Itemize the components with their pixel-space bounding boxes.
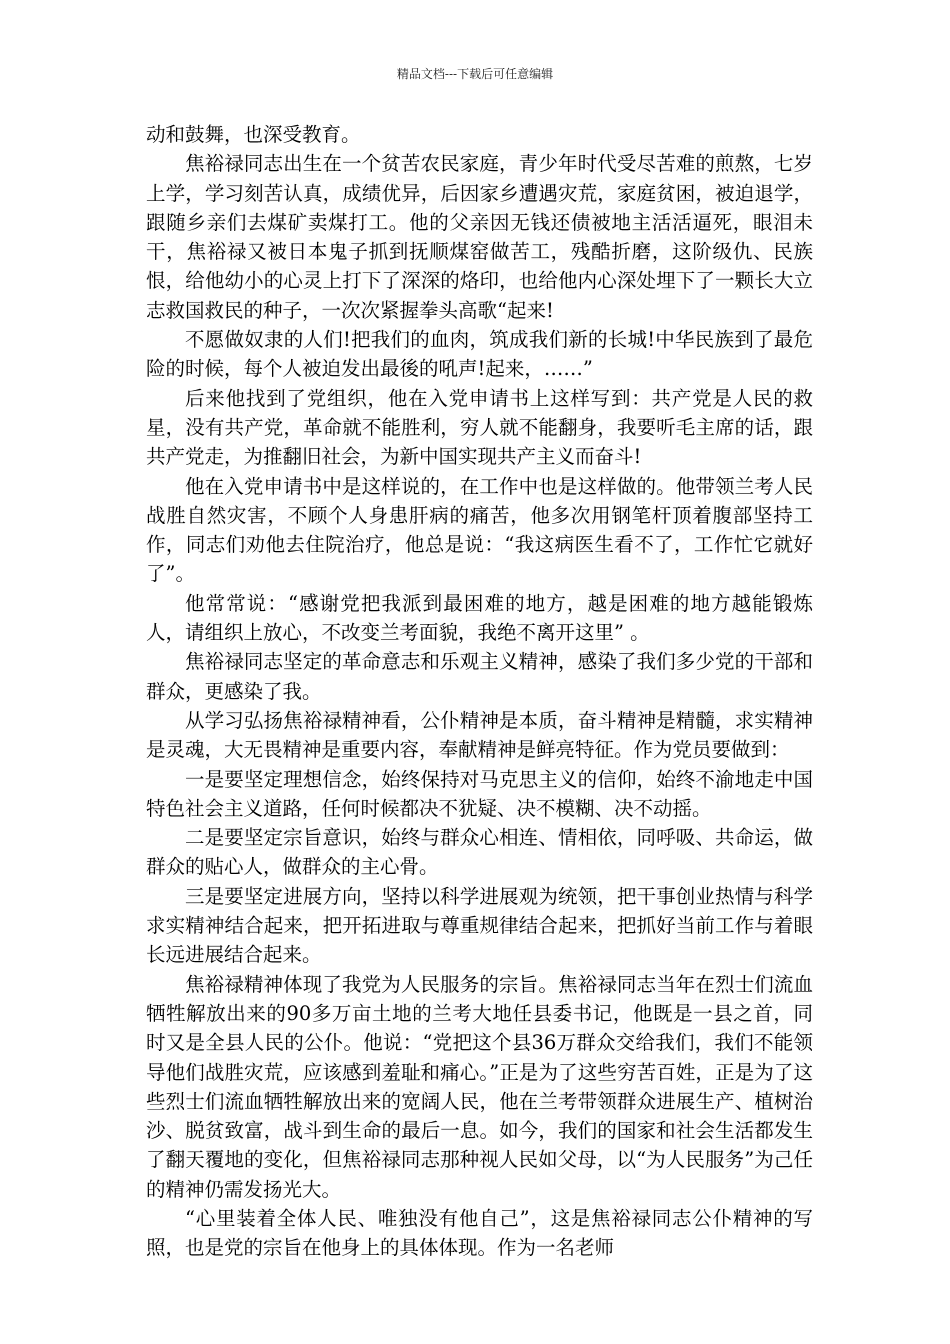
- paragraph-continuation: 动和鼓舞，也深受教育。: [146, 123, 361, 146]
- paragraph-point-three: 三是要坚定进展方向，坚持以科学进展观为统领，把干事创业热情与科学求实精神结合起来，把开拓进取与尊重规律结合起来，把抓好当前工作与着眼长远进展结合起来。: [146, 884, 813, 967]
- paragraph-quote: 他常常说：“感谢党把我派到最困难的地方，越是困难的地方越能锻炼人，请组织上放心，不改变兰考面貌，我绝不离开这里” 。: [146, 591, 813, 645]
- paragraph-party-application: 后来他找到了党组织，他在入党申请书上这样写到：共产党是人民的救星，没有共产党，革命就不能胜利，穷人就不能翻身，我要听毛主席的话，跟共产党走，为推翻旧社会，为新中国实现共产主义而奋斗!: [146, 386, 813, 469]
- page-header: 精品文档---下载后可任意编辑: [396, 67, 554, 81]
- paragraph-song-lyrics: 不愿做奴隶的人们!把我们的血肉，筑成我们新的长城!中华民族到了最危险的时候，每个人被迫发出最後的吼声!起来，……”: [146, 328, 813, 381]
- paragraph-background: 焦裕禄同志出生在一个贫苦农民家庭，青少年时代受尽苦难的煎熬，七岁上学，学习刻苦认真，成绩优异，后因家乡遭遇灾荒，家庭贫困，被迫退学，跟随乡亲们去煤矿卖煤打工。他的父亲因无钱还债被地主活活逼死，眼泪未干，焦裕禄又被日本鬼子抓到抚顺煤窑做苦工，残酷折磨，这阶级仇、民族恨，给他幼小的心灵上打下了深深的烙印，也给他内心深处埋下了一颗长大立志救国救民的种子，一次次紧握拳头高歌“起来!: [146, 152, 813, 322]
- paragraph-public-servant: “心里装着全体人民、唯独没有他自己”，这是焦裕禄同志公仆精神的写照，也是党的宗旨在他身上的具体体现。作为一名老师: [146, 1206, 813, 1260]
- paragraph-point-one: 一是要坚定理想信念，始终保持对马克思主义的信仰，始终不渝地走中国特色社会主义道路，任何时候都决不犹疑、决不模糊、决不动摇。: [146, 767, 813, 820]
- paragraph-point-two: 二是要坚定宗旨意识，始终与群众心相连、情相依，同呼吸、共命运，做群众的贴心人，做群众的主心骨。: [146, 826, 813, 879]
- paragraph-work-practice: 他在入党申请书中是这样说的，在工作中也是这样做的。他带领兰考人民战胜自然灾害，不顾个人身患肝病的痛苦，他多次用钢笔杆顶着腹部坚持工作，同志们劝他去住院治疗，他总是说：“我这病医生看不了，工作忙它就好了”。: [146, 474, 813, 586]
- paragraph-inspiration: 焦裕禄同志坚定的革命意志和乐观主义精神，感染了我们多少党的干部和群众，更感染了我。: [146, 650, 813, 703]
- paragraph-spirit-summary: 从学习弘扬焦裕禄精神看，公仆精神是本质，奋斗精神是精髓，求实精神是灵魂，大无畏精神是重要内容，奉献精神是鲜亮特征。作为党员要做到：: [146, 708, 813, 762]
- document-body: [146, 120, 813, 1263]
- paragraph-serve-people: 焦裕禄精神体现了我党为人民服务的宗旨。焦裕禄同志当年在烈士们流血牺牲解放出来的90多万亩土地的兰考大地任县委书记，他既是一县之首，同时又是全县人民的公仆。他说：“党把这个县36万群众交给我们，我们不能领导他们战胜灾荒，应该感到羞耻和痛心。”正是为了这些穷苦百姓，正是为了这些烈士们流血牺牲解放出来的宽阔人民，他在兰考带领群众进展生产、植树治沙、脱贫致富，战斗到生命的最后一息。如今，我们的国家和社会生活都发生了翻天覆地的变化，但焦裕禄同志那种视人民如父母，以“为人民服务”为己任的精神仍需发扬光大。: [146, 972, 813, 1201]
